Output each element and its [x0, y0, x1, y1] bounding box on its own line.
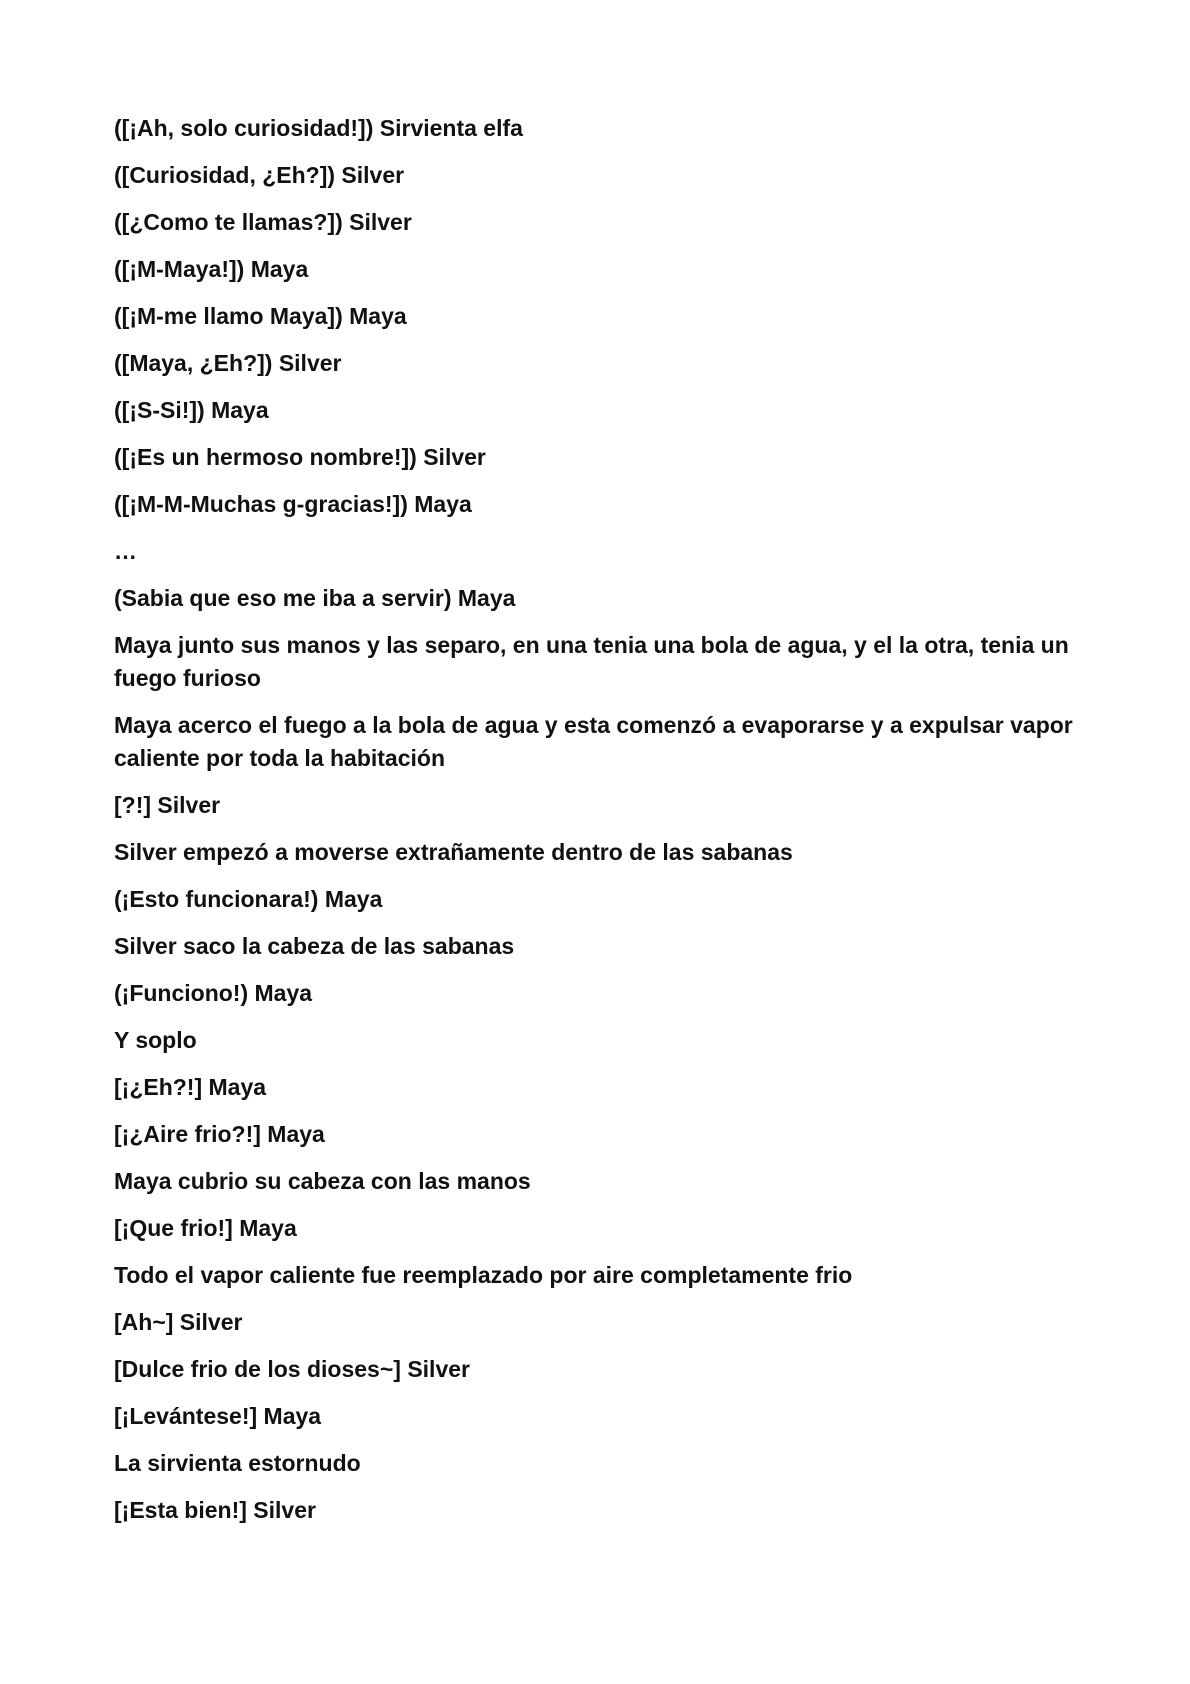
text-paragraph: Maya acerco el fuego a la bola de agua y esta comenzó a evaporarse y a expulsar vapor caliente por toda la habitación — [114, 712, 1073, 771]
text-line: Todo el vapor caliente fue reemplazado por aire completamente frio — [114, 1262, 853, 1288]
document-body — [114, 112, 1084, 1541]
text-line: (¡Funciono!) Maya — [114, 980, 313, 1006]
text-line: ([¡Es un hermoso nombre!]) Silver — [114, 444, 486, 470]
text-line: [Ah~] Silver — [114, 1309, 243, 1335]
text-line: Silver saco la cabeza de las sabanas — [114, 933, 515, 959]
text-line: [¡Levántese!] Maya — [114, 1403, 322, 1429]
text-line: ([Curiosidad, ¿Eh?]) Silver — [114, 162, 405, 188]
text-line: (Sabia que eso me iba a servir) Maya — [114, 585, 516, 611]
text-line: ([Maya, ¿Eh?]) Silver — [114, 350, 342, 376]
text-line: [¡¿Aire frio?!] Maya — [114, 1121, 325, 1147]
text-line: ([¡Ah, solo curiosidad!]) Sirvienta elfa — [114, 115, 523, 141]
text-line: [¡Que frio!] Maya — [114, 1215, 297, 1241]
text-line: [¡Esta bien!] Silver — [114, 1497, 316, 1523]
text-line: [Dulce frio de los dioses~] Silver — [114, 1356, 470, 1382]
ellipsis-line: … — [114, 538, 137, 564]
text-line: (¡Esto funcionara!) Maya — [114, 886, 383, 912]
text-line: Y soplo — [114, 1027, 197, 1053]
text-line: [?!] Silver — [114, 792, 221, 818]
text-line: ([¿Como te llamas?]) Silver — [114, 209, 412, 235]
text-line: Silver empezó a moverse extrañamente dentro de las sabanas — [114, 839, 793, 865]
text-line: ([¡S-Si!]) Maya — [114, 397, 269, 423]
text-line: ([¡M-M-Muchas g-gracias!]) Maya — [114, 491, 472, 517]
text-line: Maya cubrio su cabeza con las manos — [114, 1168, 531, 1194]
text-line: ([¡M-me llamo Maya]) Maya — [114, 303, 407, 329]
text-line: ([¡M-Maya!]) Maya — [114, 256, 309, 282]
text-line: [¡¿Eh?!] Maya — [114, 1074, 267, 1100]
text-paragraph: Maya junto sus manos y las separo, en una tenia una bola de agua, y el la otra, tenia un fuego furioso — [114, 632, 1069, 691]
text-line: La sirvienta estornudo — [114, 1450, 361, 1476]
